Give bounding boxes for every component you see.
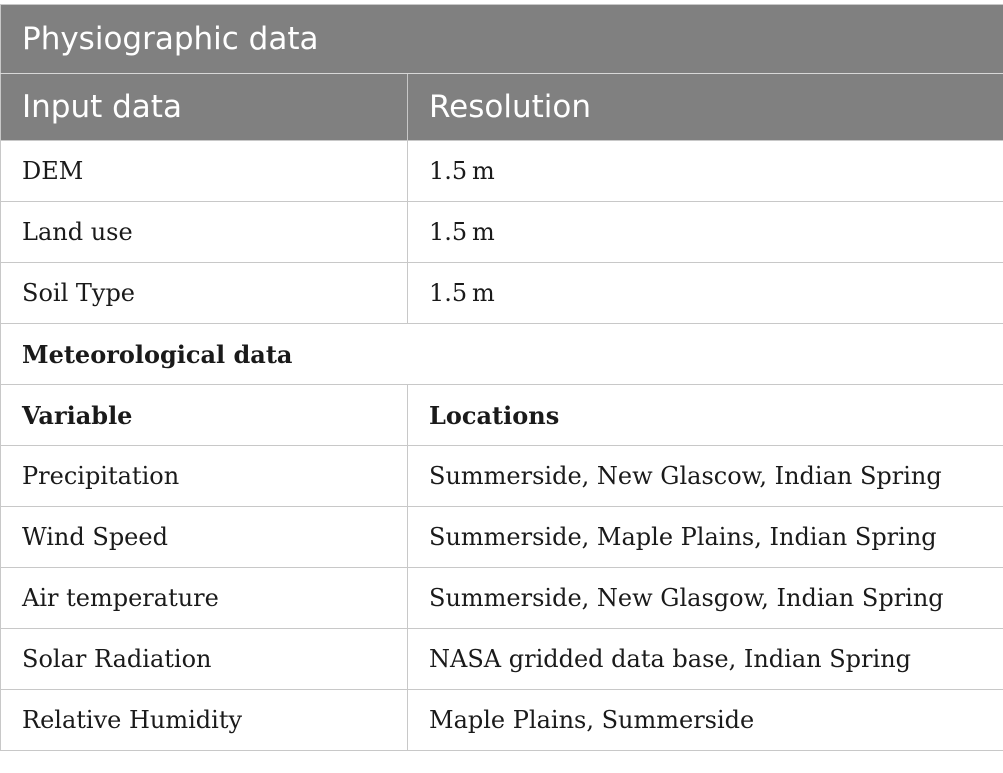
variable-cell: Air temperature bbox=[1, 568, 408, 629]
header-input-data: Input data bbox=[1, 74, 408, 141]
table-row bbox=[1, 141, 1003, 202]
table-row bbox=[1, 202, 1003, 263]
table-row bbox=[1, 263, 1003, 324]
resolution-cell: 1.5 m bbox=[408, 202, 1003, 263]
subheader-variable: Variable bbox=[1, 385, 408, 446]
data-table bbox=[0, 4, 1003, 751]
resolution-cell: 1.5 m bbox=[408, 141, 1003, 202]
variable-cell: Solar Radiation bbox=[1, 629, 408, 690]
header-resolution: Resolution bbox=[408, 74, 1003, 141]
title-row bbox=[1, 5, 1003, 74]
locations-cell: Summerside, Maple Plains, Indian Spring bbox=[408, 507, 1003, 568]
input-data-cell: Soil Type bbox=[1, 263, 408, 324]
variable-cell: Precipitation bbox=[1, 446, 408, 507]
table-row bbox=[1, 690, 1003, 751]
input-data-cell: Land use bbox=[1, 202, 408, 263]
locations-cell: Summerside, New Glascow, Indian Spring bbox=[408, 446, 1003, 507]
table-row bbox=[1, 507, 1003, 568]
table-row bbox=[1, 446, 1003, 507]
data-table-container bbox=[0, 4, 1003, 751]
input-data-cell: DEM bbox=[1, 141, 408, 202]
table-body bbox=[1, 141, 1003, 751]
header-row bbox=[1, 74, 1003, 141]
variable-cell: Wind Speed bbox=[1, 507, 408, 568]
subheader-row bbox=[1, 385, 1003, 446]
table-row bbox=[1, 568, 1003, 629]
resolution-cell: 1.5 m bbox=[408, 263, 1003, 324]
locations-cell: Maple Plains, Summerside bbox=[408, 690, 1003, 751]
variable-cell: Relative Humidity bbox=[1, 690, 408, 751]
subheader-locations: Locations bbox=[408, 385, 1003, 446]
locations-cell: NASA gridded data base, Indian Spring bbox=[408, 629, 1003, 690]
section-label: Meteorological data bbox=[1, 324, 1003, 385]
section-row bbox=[1, 324, 1003, 385]
table-row bbox=[1, 629, 1003, 690]
table-title: Physiographic data bbox=[1, 5, 1003, 74]
locations-cell: Summerside, New Glasgow, Indian Spring bbox=[408, 568, 1003, 629]
